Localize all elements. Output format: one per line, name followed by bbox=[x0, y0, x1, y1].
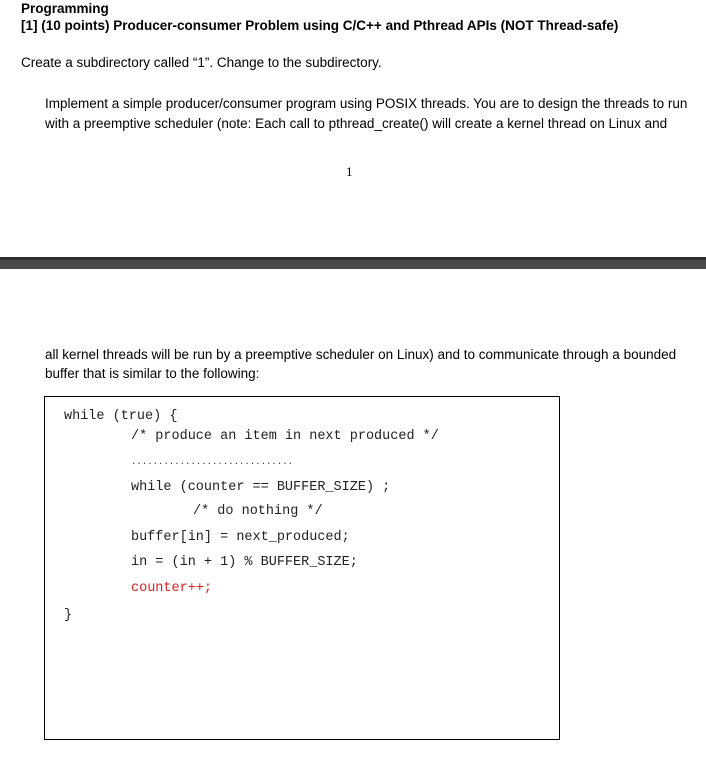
page-break-divider bbox=[0, 257, 706, 269]
paragraph-line: all kernel threads will be run by a preemptive scheduler on Linux) and to communicate through a bounded bbox=[45, 347, 677, 362]
problem-title: [1] (10 points) Producer-consumer Problem using C/C++ and Pthread APIs (NOT Thread-safe) bbox=[21, 18, 619, 33]
code-block bbox=[44, 396, 560, 740]
code-line-comment-produce: /* produce an item in next produced */ bbox=[131, 429, 439, 444]
paragraph-line: Implement a simple producer/consumer program using POSIX threads. You are to design the threads to run bbox=[45, 96, 688, 111]
code-line-while-counter: while (counter == BUFFER_SIZE) ; bbox=[131, 480, 391, 495]
code-line-ellipsis: .............................. bbox=[131, 457, 294, 467]
instruction-text: Create a subdirectory called “1”. Change to the subdirectory. bbox=[21, 55, 382, 70]
page-number: 1 bbox=[346, 164, 353, 179]
code-line-buffer-assign: buffer[in] = next_produced; bbox=[131, 530, 350, 545]
section-heading: Programming bbox=[21, 1, 109, 16]
code-line-while-true: while (true) { bbox=[64, 409, 178, 424]
paragraph-line: with a preemptive scheduler (note: Each call to pthread_create() will create a kernel thread on Linux and bbox=[45, 116, 668, 131]
code-line-close-brace: } bbox=[64, 608, 73, 623]
code-line-in-update: in = (in + 1) % BUFFER_SIZE; bbox=[131, 555, 358, 570]
code-line-do-nothing: /* do nothing */ bbox=[193, 504, 323, 519]
paragraph-line: buffer that is similar to the following: bbox=[45, 366, 260, 381]
code-line-counter-increment: counter++; bbox=[131, 581, 213, 596]
